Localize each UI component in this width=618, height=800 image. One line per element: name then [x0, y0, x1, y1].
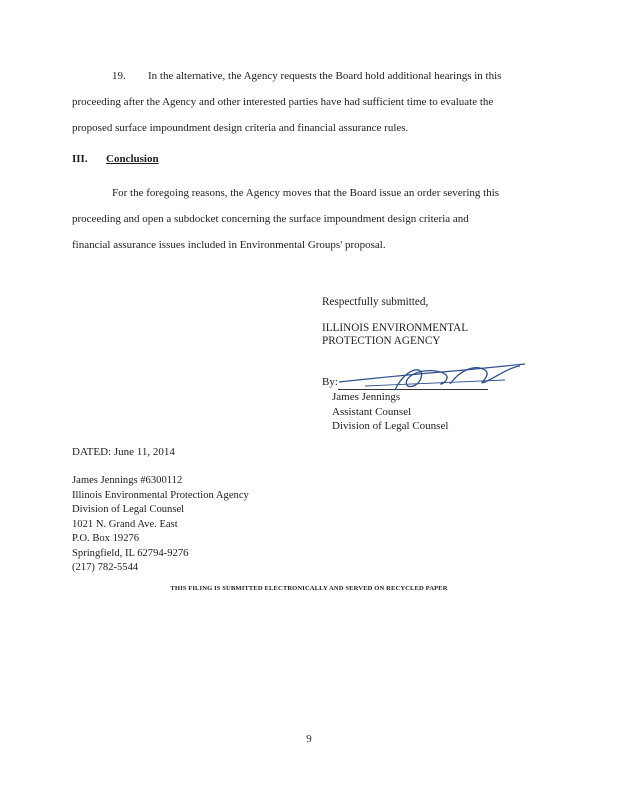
contact-line-3: Division of Legal Counsel: [72, 504, 185, 515]
section-title: Conclusion: [106, 153, 159, 165]
paragraph-19-line-3: proposed surface impoundment design criteria and financial assurance rules.: [72, 122, 409, 134]
signer-division: Division of Legal Counsel: [332, 420, 449, 432]
conclusion-line-3: financial assurance issues included in Environmental Groups' proposal.: [72, 239, 386, 251]
agency-name-block: [322, 322, 468, 348]
conclusion-paragraph: [72, 180, 544, 258]
filing-notice: THIS FILING IS SUBMITTED ELECTRONICALLY AND SERVED ON RECYCLED PAPER: [170, 585, 448, 592]
conclusion-line-1: For the foregoing reasons, the Agency moves that the Board issue an order severing this: [112, 187, 500, 199]
contact-line-6: Springfield, IL 62794-9276: [72, 547, 189, 559]
contact-line-1: James Jennings #6300112: [72, 475, 183, 486]
contact-line-4: 1021 N. Grand Ave. East: [72, 518, 178, 530]
by-label: By:: [322, 376, 338, 388]
contact-block: [72, 474, 249, 576]
signer-details: [332, 390, 448, 434]
contact-line-5: P.O. Box 19276: [72, 533, 140, 544]
closing-salutation: Respectfully submitted,: [322, 296, 429, 308]
section-heading: [72, 153, 159, 165]
dated-line: DATED: June 11, 2014: [72, 446, 175, 458]
section-number: III.: [72, 153, 88, 165]
contact-line-7: (217) 782-5544: [72, 562, 139, 573]
paragraph-19-line-1: 19. In the alternative, the Agency requests the Board hold additional hearings in this: [72, 63, 544, 89]
conclusion-line-2: proceeding and open a subdocket concerning the surface impoundment design criteria and: [72, 213, 469, 225]
paragraph-19-line-2: proceeding after the Agency and other interested parties have had sufficient time to evaluate the: [72, 96, 494, 108]
agency-name-line-2: PROTECTION AGENCY: [322, 335, 441, 347]
signer-title: Assistant Counsel: [332, 405, 412, 418]
page-number: 9: [306, 733, 312, 745]
paragraph-number: 19.: [112, 70, 126, 82]
agency-name-line-1: ILLINOIS ENVIRONMENTAL: [322, 322, 469, 334]
paragraph-19: [72, 63, 544, 141]
signer-name: James Jennings: [332, 391, 401, 403]
contact-line-2: Illinois Environmental Protection Agency: [72, 489, 249, 501]
